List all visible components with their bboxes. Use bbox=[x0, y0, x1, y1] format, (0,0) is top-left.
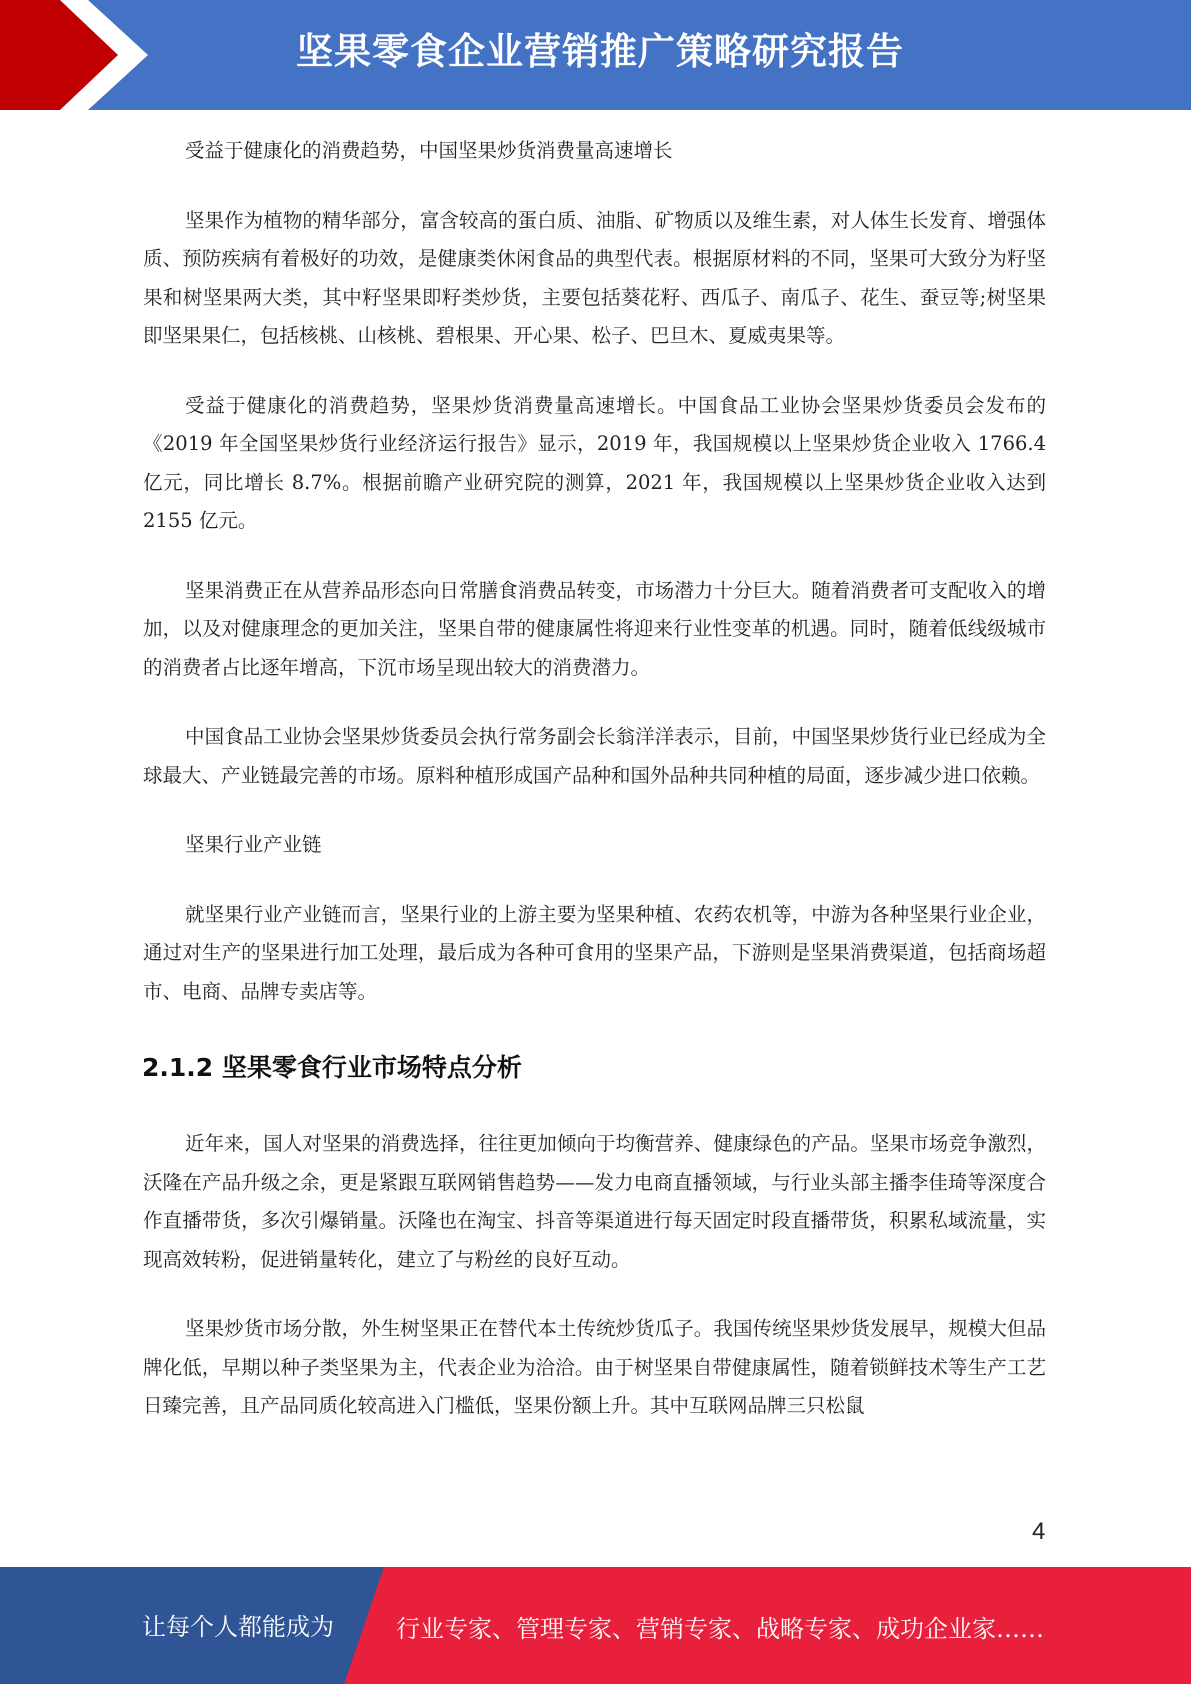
footer-slogan-left: 让每个人都能成为 bbox=[142, 1613, 334, 1641]
paragraph: 受益于健康化的消费趋势，坚果炒货消费量高速增长。中国食品工业协会坚果炒货委员会发布的《2019 年全国坚果炒货行业经济运行报告》显示，2019 年，我国规模以上坚果炒货企业收入 1766.4 亿元，同比增长 8.7%。根据前瞻产业研究院的测算，2021 年，我国规模以上坚果炒货企业收入达到 2155 亿元。 bbox=[143, 393, 1046, 532]
paragraph: 就坚果行业产业链而言，坚果行业的上游主要为坚果种植、农药农机等，中游为各种坚果行业企业，通过对生产的坚果进行加工处理，最后成为各种可食用的坚果产品，下游则是坚果消费渠道，包括商场超市、电商、品牌专卖店等。 bbox=[143, 902, 1046, 1003]
paragraph: 坚果炒货市场分散，外生树坚果正在替代本土传统炒货瓜子。我国传统坚果炒货发展早，规模大但品牌化低，早期以种子类坚果为主，代表企业为洽洽。由于树坚果自带健康属性，随着锁鲜技术等生产工艺日臻完善，且产品同质化较高进入门槛低，坚果份额上升。其中互联网品牌三只松鼠 bbox=[143, 1317, 1046, 1417]
footer-slogan-right: 行业专家、管理专家、营销专家、战略专家、成功企业家…… bbox=[396, 1615, 1044, 1643]
section-heading: 2.1.2 坚果零食行业市场特点分析 bbox=[142, 1053, 522, 1082]
paragraph: 中国食品工业协会坚果炒货委员会执行常务副会长翁洋洋表示，目前，中国坚果炒货行业已经成为全球最大、产业链最完善的市场。原料种植形成国产品种和国外品种共同种植的局面，逐步减少进口依赖。 bbox=[143, 725, 1046, 787]
paragraph: 近年来，国人对坚果的消费选择，往往更加倾向于均衡营养、健康绿色的产品。坚果市场竞争激烈，沃隆在产品升级之余，更是紧跟互联网销售趋势——发力电商直播领域，与行业头部主播李佳琦等深度合作直播带货，多次引爆销量。沃隆也在淘宝、抖音等渠道进行每天固定时段直播带货，积累私域流量，实现高效转粉，促进销量转化，建立了与粉丝的良好互动。 bbox=[143, 1132, 1046, 1271]
header-banner bbox=[0, 0, 1191, 110]
footer-banner bbox=[0, 1567, 1191, 1684]
paragraph: 坚果作为植物的精华部分，富含较高的蛋白质、油脂、矿物质以及维生素，对人体生长发育、增强体质、预防疾病有着极好的功效，是健康类休闲食品的典型代表。根据原材料的不同，坚果可大致分为籽坚果和树坚果两大类，其中籽坚果即籽类炒货，主要包括葵花籽、西瓜子、南瓜子、花生、蚕豆等;树坚果即坚果果仁，包括核桃、山核桃、碧根果、开心果、松子、巴旦木、夏威夷果等。 bbox=[143, 208, 1046, 347]
page-number: 4 bbox=[1032, 1518, 1046, 1545]
paragraph-subheading: 坚果行业产业链 bbox=[185, 833, 322, 856]
paragraph: 坚果消费正在从营养品形态向日常膳食消费品转变，市场潜力十分巨大。随着消费者可支配收入的增加，以及对健康理念的更加关注，坚果自带的健康属性将迎来行业性变革的机遇。同时，随着低线级城市的消费者占比逐年增高，下沉市场呈现出较大的消费潜力。 bbox=[143, 578, 1046, 679]
document-title: 坚果零食企业营销推广策略研究报告 bbox=[296, 30, 904, 73]
main-content bbox=[143, 132, 1046, 1457]
header-arrow-decoration bbox=[0, 0, 160, 110]
paragraph-subheading: 受益于健康化的消费趋势，中国坚果炒货消费量高速增长 bbox=[185, 139, 673, 162]
